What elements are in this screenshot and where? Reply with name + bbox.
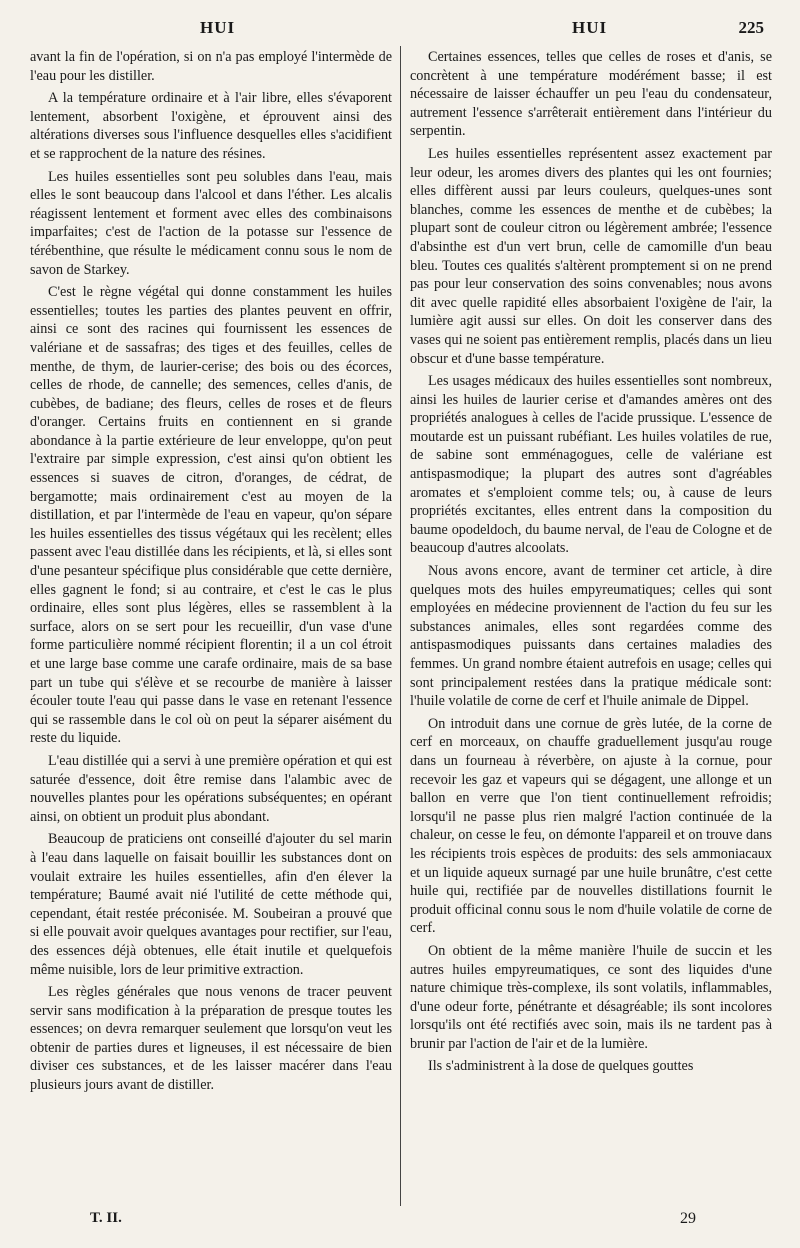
paragraph: Certaines essences, telles que celles de roses et d'anis, se concrètent à une température modérément basse; il est nécessaire de laisser échauffer un peu l'eau du condensateur, autrement l'essence s'arrêterait entièrement dans l'intérieur du serpentin. (410, 49, 772, 140)
paragraph: On obtient de la même manière l'huile de succin et les autres huiles empyreumatiques, ce sont des liquides d'une nature chimique très-complexe, ils sont volatils, inflammables, d'une odeur forte, pénétrante et désagréable; ils sont incolores lorsqu'ils ont été rectifiés avec soin, mais ils ne tardent pas à brunir par l'action de l'air et de la lumière. (410, 942, 772, 1052)
page-number: 225 (738, 18, 764, 37)
running-header-left: HUI (200, 18, 236, 37)
paragraph: Les usages médicaux des huiles essentielles sont nombreux, ainsi les huiles de laurier cerise et d'amandes amères ont des propriétés analogues à celles de l'acide prussique. L'essence de moutarde est un puissant rubéfiant. Les huiles volatiles de rue, de sabine sont emménagogues, celle de valériane est antispasmodique; la plupart des autres sont d'agréables aromates et s'emploient comme tels; ou, à cause de leurs propriétés excitantes, elles entrent dans la composition du baume opodeldoch, du baume nerval, de l'eau de Cologne et de beaucoup d'autres alcoolats. (410, 373, 772, 557)
paragraph: A la température ordinaire et à l'air libre, elles s'évaporent lentement, absorbent l'oxigène, et éprouvent ainsi des altérations diverses sous l'influence desquelles elles s'acidifient et se rapprochent de la nature des résines. (30, 90, 392, 162)
paragraph: On introduit dans une cornue de grès lutée, de la corne de cerf en morceaux, on chauffe graduellement jusqu'au rouge dans un fourneau à réverbère, on ajuste à la cornue, pour recevoir les gaz et vapeurs qui se dégagent, une allonge et un ballon en verre que l'on tient continuellement refroidis; lorsqu'il ne passe plus rien malgré l'action continuée de la chaleur, on cesse le feu, on démonte l'appareil et on trouve dans les récipients trois espèces de produits: des sels ammoniacaux et un liquide aqueux surnagé par une huile brunâtre, c'est cette huile qui, rectifiée par de nouvelles distillations fournit le produit officinal connu sous le nom d'huile volatile de corne de cerf. (410, 715, 772, 937)
paragraph: L'eau distillée qui a servi à une première opération et qui est saturée d'essence, doit être remise dans l'alambic avec de nouvelles plantes pour les opérations subséquentes; en opérant ainsi, on obtient un produit plus abondant. (30, 752, 392, 825)
paragraph: Les huiles essentielles sont peu solubles dans l'eau, mais elles le sont beaucoup dans l'alcool et dans l'éther. Les alcalis réagissent lentement et forment avec elles des combinaisons imparfaites; c'est de l'action de la potasse sur l'essence de térébenthine, que résulte le médicament connu sous le nom de savon de Starkey. (30, 168, 392, 278)
right-column (410, 48, 772, 1200)
volume-mark: T. II. (90, 1210, 122, 1226)
paragraph: Beaucoup de praticiens ont conseillé d'ajouter du sel marin à l'eau dans laquelle on faisait bouillir les substances dont on voulait extraire les huiles essentielles, afin d'en élever la température; Baumé avait nié l'utilité de cette méthode qui, cependant, était restée préconisée. M. Soubeiran a prouvé que si elle pouvait avoir quelques avantages pour rectifier, sur l'eau, des essences déjà obtenues, elle était inutile et quelquefois même nuisible, lors de leur primitive extraction. (30, 831, 392, 978)
signature-number: 29 (680, 1210, 696, 1227)
paragraph: Ils s'administrent à la dose de quelques gouttes (428, 1058, 694, 1075)
paragraph: C'est le règne végétal qui donne constamment les huiles essentielles; toutes les parties des plantes peuvent en offrir, ainsi ce sont des racines qui fournissent les essences de valériane et de sassafras; des tiges et des feuilles, celles de menthe, de thym, de laurier-cerise; des bois ou des écorces, celles de rhode, de cannelle; des semences, celles d'anis, de cubèbes, de badiane; des fleurs, celles de roses et de fleurs d'oranger. Certains fruits en contiennent en si grande abondance à la partie extérieure de leur enveloppe, qu'on peut l'extraire par simple expression, c'est ainsi qu'on obtient les essences si suaves de citron, d'oranges, de cédrat, de bergamotte; mais ordinairement c'est au moyen de la distillation, et par l'intermède de l'eau en vapeur, qu'on sépare les huiles essentielles des tissus végétaux qui les recèlent; elles passent avec l'eau distillée dans les récipients, et là, si elles sont d'une pesanteur spécifique plus considérable que cette dernière, elles gagnent le fond; si au contraire, et c'est le cas le plus ordinaire, elles sont plus légères, elles se rassemblent à la surface, alors on se sert pour les recueillir, d'un vase d'une forme particulière nommé récipient florentin; il a un col étroit et une large base comme une carafe ordinaire, mais de sa base part un tube qui s'élève et se recourbe de manière à laisser écouler toute l'eau qui passe dans le vase en retenant l'essence qui se rassemble dans le col où on peut la séparer aisément du reste du liquide. (30, 284, 392, 747)
left-column (30, 48, 392, 1200)
paragraph: Les règles générales que nous venons de tracer peuvent servir sans modification à la préparation de presque toutes les essences; on devra remarquer seulement que lorsqu'on veut les obtenir de parties dures et ligneuses, il est nécessaire de bien diviser ces substances, et de les laisser macérer dans l'eau plusieurs jours avant de distiller. (30, 984, 392, 1094)
paragraph: Les huiles essentielles représentent assez exactement par leur odeur, les aromes divers des plantes qui les ont fournies; elles diffèrent aussi par leurs couleurs, quelques-unes sont blanches, comme les essences de menthe et de cubèbes; la plupart sont de couleur citron ou légèrement ambrée; l'essence d'absinthe est d'un vert brun, celle de camomille d'un beau bleu. Toutes ces qualités s'altèrent promptement si on ne prend pas pour leur conservation des soins convenables; nous avons dit avec quelle rapidité elles absorbaient l'oxigène de l'air, la lumière agit aussi sur elles. On doit les conserver dans des vases qui ne soient pas entièrement remplis, placés dans un lieu obscur et d'une basse température. (410, 145, 772, 367)
paragraph: avant la fin de l'opération, si on n'a pas employé l'intermède de l'eau pour les distiller. (30, 49, 392, 84)
column-divider (400, 46, 401, 1206)
running-header-right: HUI (572, 18, 608, 37)
paragraph: Nous avons encore, avant de terminer cet article, à dire quelques mots des huiles empyreumatiques; celles qui sont employées en médecine proviennent de l'action du feu sur les substances animales, elles sont regardées comme des antispasmodiques puissants dans certaines maladies des femmes. Un grand nombre étaient autrefois en usage; celles qui sont principalement restées dans la pratique médicale sont: l'huile volatile de corne de cerf et l'huile animale de Dippel. (410, 563, 772, 710)
